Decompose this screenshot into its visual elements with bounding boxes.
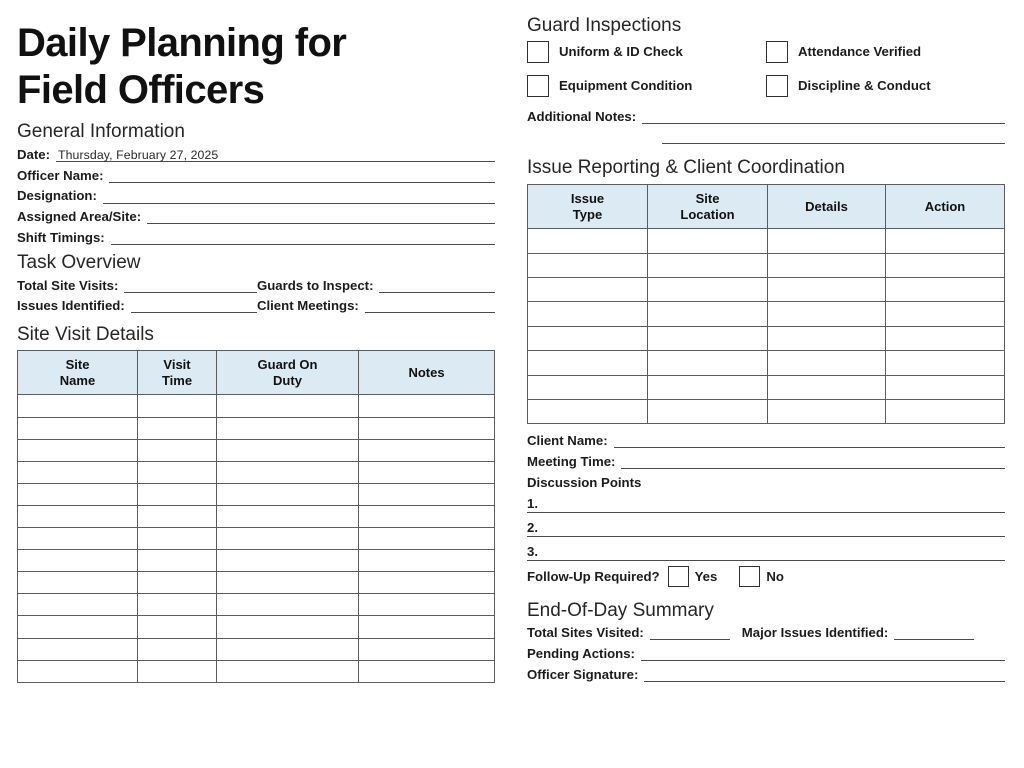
task-overview-row-2	[17, 298, 495, 313]
guard-inspections-row-2	[527, 75, 1005, 105]
site-visit-details-body	[18, 395, 495, 682]
field-input-additional-notes[interactable]	[642, 110, 1005, 124]
table-cell[interactable]	[768, 399, 886, 423]
table-cell[interactable]	[359, 638, 495, 660]
checkbox-label-no: No	[766, 568, 784, 584]
table-cell[interactable]	[768, 351, 886, 375]
checkbox-item-attendance-verified[interactable]	[766, 41, 1005, 63]
table-cell[interactable]	[648, 375, 768, 399]
follow-up-required-row	[527, 566, 1005, 587]
page-title	[17, 20, 495, 114]
field-input-assigned-area[interactable]	[147, 210, 495, 224]
table-cell[interactable]	[217, 550, 359, 572]
table-cell[interactable]	[528, 229, 648, 253]
discussion-point-2[interactable]	[527, 518, 1005, 537]
checkbox-icon[interactable]	[527, 75, 549, 97]
table-cell[interactable]	[217, 417, 359, 439]
field-input-total-site-visits[interactable]	[124, 279, 257, 293]
table-cell[interactable]	[528, 326, 648, 350]
table-cell[interactable]	[18, 572, 138, 594]
section-heading-general-information: General Information	[17, 121, 185, 143]
field-additional-notes	[527, 109, 1005, 124]
field-input-client-meetings[interactable]	[365, 299, 495, 313]
field-input-guards-to-inspect[interactable]	[379, 279, 495, 293]
subheading-discussion-points: Discussion Points	[527, 474, 642, 490]
table-row	[18, 528, 495, 550]
table-row	[528, 399, 1005, 423]
table-header-row	[528, 185, 1005, 229]
table-cell[interactable]	[528, 277, 648, 301]
table-row	[528, 302, 1005, 326]
field-label-total-sites-visited: Total Sites Visited:	[527, 625, 644, 641]
field-designation	[17, 188, 495, 203]
field-guards-to-inspect	[257, 278, 495, 293]
field-input-client-name[interactable]	[614, 434, 1005, 448]
table-row	[18, 439, 495, 461]
table-cell[interactable]	[138, 594, 217, 616]
table-cell[interactable]	[18, 461, 138, 483]
table-cell[interactable]	[217, 395, 359, 417]
field-label-client-meetings: Client Meetings:	[256, 297, 359, 313]
table-cell[interactable]	[359, 439, 495, 461]
table-cell[interactable]	[359, 528, 495, 550]
table-cell[interactable]	[359, 572, 495, 594]
table-cell[interactable]	[528, 399, 648, 423]
table-cell[interactable]	[138, 461, 217, 483]
table-cell[interactable]	[138, 505, 217, 527]
table-row	[18, 638, 495, 660]
field-label-pending-actions: Pending Actions:	[527, 646, 635, 662]
table-row	[18, 550, 495, 572]
table-cell[interactable]	[886, 253, 1005, 277]
field-client-name	[527, 433, 1005, 448]
field-input-total-sites-visited[interactable]	[650, 626, 730, 640]
checkbox-icon[interactable]	[527, 41, 549, 63]
table-cell[interactable]	[886, 375, 1005, 399]
field-label-assigned-area: Assigned Area/Site:	[17, 209, 142, 225]
table-row	[528, 375, 1005, 399]
table-cell[interactable]	[217, 616, 359, 638]
section-heading-end-of-day-summary: End-Of-Day Summary	[527, 599, 714, 621]
field-assigned-area	[17, 209, 495, 224]
checkbox-label: Attendance Verified	[798, 44, 922, 60]
table-cell[interactable]	[18, 638, 138, 660]
field-label-officer-name: Officer Name:	[17, 167, 104, 183]
section-heading-guard-inspections: Guard Inspections	[527, 15, 682, 36]
table-cell[interactable]	[768, 326, 886, 350]
table-cell[interactable]	[886, 277, 1005, 301]
checkbox-label: Equipment Condition	[559, 78, 693, 94]
checkbox-icon[interactable]	[766, 75, 788, 97]
field-label-issues-identified: Issues Identified:	[17, 297, 125, 313]
field-input-officer-name[interactable]	[109, 169, 495, 183]
table-cell[interactable]	[217, 461, 359, 483]
table-cell[interactable]	[138, 572, 217, 594]
table-cell[interactable]	[138, 483, 217, 505]
table-cell[interactable]	[359, 594, 495, 616]
table-cell[interactable]	[768, 277, 886, 301]
end-of-day-row-3	[527, 667, 1005, 682]
column-header-action: Action	[886, 185, 1005, 229]
field-input-shift-timings[interactable]	[111, 231, 495, 245]
table-cell[interactable]	[217, 594, 359, 616]
table-cell[interactable]	[18, 550, 138, 572]
table-cell[interactable]	[18, 439, 138, 461]
table-cell[interactable]	[217, 439, 359, 461]
field-input-officer-signature[interactable]	[644, 668, 1005, 682]
field-input-major-issues-identified[interactable]	[894, 626, 974, 640]
issue-reporting-table	[527, 184, 1005, 424]
right-column	[512, 0, 1024, 768]
table-cell[interactable]	[138, 417, 217, 439]
table-row	[18, 505, 495, 527]
checkbox-item-discipline-conduct[interactable]	[766, 75, 1005, 97]
field-input-meeting-time[interactable]	[621, 455, 1005, 469]
table-row	[18, 395, 495, 417]
table-cell[interactable]	[528, 302, 648, 326]
field-issues-identified	[17, 298, 257, 313]
table-cell[interactable]	[18, 483, 138, 505]
table-cell[interactable]	[359, 417, 495, 439]
table-row	[18, 572, 495, 594]
field-label-guards-to-inspect: Guards to Inspect:	[256, 277, 374, 293]
table-cell[interactable]	[138, 528, 217, 550]
table-cell[interactable]	[18, 505, 138, 527]
table-cell[interactable]	[359, 616, 495, 638]
table-cell[interactable]	[359, 483, 495, 505]
checkbox-label: Uniform & ID Check	[559, 44, 683, 60]
field-meeting-time	[527, 454, 1005, 469]
page-title-line-2: Field Officers	[17, 68, 265, 113]
checkbox-follow-up-yes[interactable]	[668, 566, 689, 587]
table-cell[interactable]	[217, 528, 359, 550]
column-header-details: Details	[768, 185, 886, 229]
table-row	[528, 277, 1005, 301]
table-cell[interactable]	[18, 417, 138, 439]
column-header-notes: Notes	[359, 351, 495, 395]
table-cell[interactable]	[359, 395, 495, 417]
section-heading-issue-reporting: Issue Reporting & Client Coordination	[527, 157, 845, 179]
table-cell[interactable]	[886, 229, 1005, 253]
table-cell[interactable]	[138, 395, 217, 417]
table-row	[18, 660, 495, 682]
site-visit-details-table	[17, 350, 495, 682]
table-cell[interactable]	[18, 528, 138, 550]
field-input-issues-identified[interactable]	[131, 299, 257, 313]
table-row	[528, 229, 1005, 253]
table-cell[interactable]	[18, 395, 138, 417]
field-label-client-name: Client Name:	[527, 433, 608, 449]
discussion-point-3[interactable]	[527, 542, 1005, 561]
table-cell[interactable]	[886, 399, 1005, 423]
table-row	[18, 483, 495, 505]
discussion-point-number: 1.	[527, 495, 538, 511]
table-cell[interactable]	[217, 638, 359, 660]
table-cell[interactable]	[217, 660, 359, 682]
field-input-additional-notes-2[interactable]	[662, 129, 1005, 144]
field-label-date: Date:	[17, 147, 50, 163]
field-additional-notes-line-2	[527, 129, 1005, 144]
table-cell[interactable]	[217, 572, 359, 594]
table-cell[interactable]	[217, 483, 359, 505]
column-header-issue-type: Issue Type	[528, 185, 648, 229]
table-cell[interactable]	[886, 302, 1005, 326]
table-cell[interactable]	[528, 253, 648, 277]
field-label-total-site-visits: Total Site Visits:	[17, 277, 119, 293]
table-row	[18, 417, 495, 439]
table-cell[interactable]	[648, 326, 768, 350]
field-label-major-issues-identified: Major Issues Identified:	[741, 625, 889, 641]
field-label-meeting-time: Meeting Time:	[527, 453, 616, 469]
field-label-follow-up-required: Follow-Up Required?	[527, 568, 660, 584]
table-row	[18, 594, 495, 616]
table-cell[interactable]	[768, 302, 886, 326]
table-cell[interactable]	[217, 505, 359, 527]
table-cell[interactable]	[768, 375, 886, 399]
table-cell[interactable]	[648, 229, 768, 253]
column-header-visit-time: Visit Time	[138, 351, 217, 395]
table-cell[interactable]	[138, 638, 217, 660]
checkbox-icon[interactable]	[766, 41, 788, 63]
table-row	[528, 351, 1005, 375]
field-client-meetings	[257, 298, 495, 313]
column-header-guard-on-duty: Guard On Duty	[217, 351, 359, 395]
table-cell[interactable]	[528, 351, 648, 375]
table-cell[interactable]	[528, 375, 648, 399]
end-of-day-row-2	[527, 646, 1005, 661]
issue-reporting-body	[528, 229, 1005, 424]
field-officer-name	[17, 168, 495, 183]
checkbox-item-uniform-id-check[interactable]	[527, 41, 766, 63]
table-row	[528, 326, 1005, 350]
field-label-designation: Designation:	[17, 188, 97, 204]
checkbox-label: Discipline & Conduct	[798, 78, 931, 94]
column-header-site-location: Site Location	[648, 185, 768, 229]
table-cell[interactable]	[18, 660, 138, 682]
table-header-row	[18, 351, 495, 395]
field-label-shift-timings: Shift Timings:	[17, 229, 105, 245]
table-cell[interactable]	[138, 439, 217, 461]
checkbox-follow-up-no[interactable]	[739, 566, 760, 587]
table-cell[interactable]	[359, 505, 495, 527]
table-row	[18, 461, 495, 483]
field-input-date[interactable]: Thursday, February 27, 2025	[56, 148, 495, 162]
discussion-point-number: 2.	[527, 519, 538, 535]
table-cell[interactable]	[648, 277, 768, 301]
field-total-site-visits	[17, 278, 257, 293]
discussion-point-number: 3.	[527, 543, 538, 559]
checkbox-item-equipment-condition[interactable]	[527, 75, 766, 97]
table-cell[interactable]	[648, 351, 768, 375]
table-cell[interactable]	[359, 660, 495, 682]
table-cell[interactable]	[18, 594, 138, 616]
end-of-day-row-1	[527, 625, 1005, 640]
page-title-line-1: Daily Planning for	[17, 21, 347, 65]
table-cell[interactable]	[18, 616, 138, 638]
table-cell[interactable]	[768, 253, 886, 277]
guard-inspections-row-1	[527, 41, 1005, 71]
table-cell[interactable]	[359, 461, 495, 483]
field-shift-timings	[17, 230, 495, 245]
column-header-site-name: Site Name	[18, 351, 138, 395]
field-date	[17, 147, 495, 162]
table-cell[interactable]	[648, 399, 768, 423]
table-cell[interactable]	[138, 660, 217, 682]
table-cell[interactable]	[886, 326, 1005, 350]
table-row	[528, 253, 1005, 277]
section-heading-site-visit-details: Site Visit Details	[17, 323, 154, 345]
table-cell[interactable]	[886, 351, 1005, 375]
field-label-additional-notes: Additional Notes:	[527, 108, 637, 124]
table-cell[interactable]	[648, 253, 768, 277]
table-row	[18, 616, 495, 638]
table-cell[interactable]	[138, 550, 217, 572]
discussion-point-1[interactable]	[527, 494, 1005, 513]
task-overview-row-1	[17, 278, 495, 293]
table-cell[interactable]	[359, 550, 495, 572]
checkbox-label-yes: Yes	[694, 568, 718, 584]
field-input-designation[interactable]	[103, 190, 495, 204]
table-cell[interactable]	[138, 616, 217, 638]
table-cell[interactable]	[648, 302, 768, 326]
field-label-officer-signature: Officer Signature:	[527, 667, 639, 683]
section-heading-task-overview: Task Overview	[17, 251, 141, 273]
table-cell[interactable]	[768, 229, 886, 253]
field-input-pending-actions[interactable]	[641, 647, 1005, 661]
